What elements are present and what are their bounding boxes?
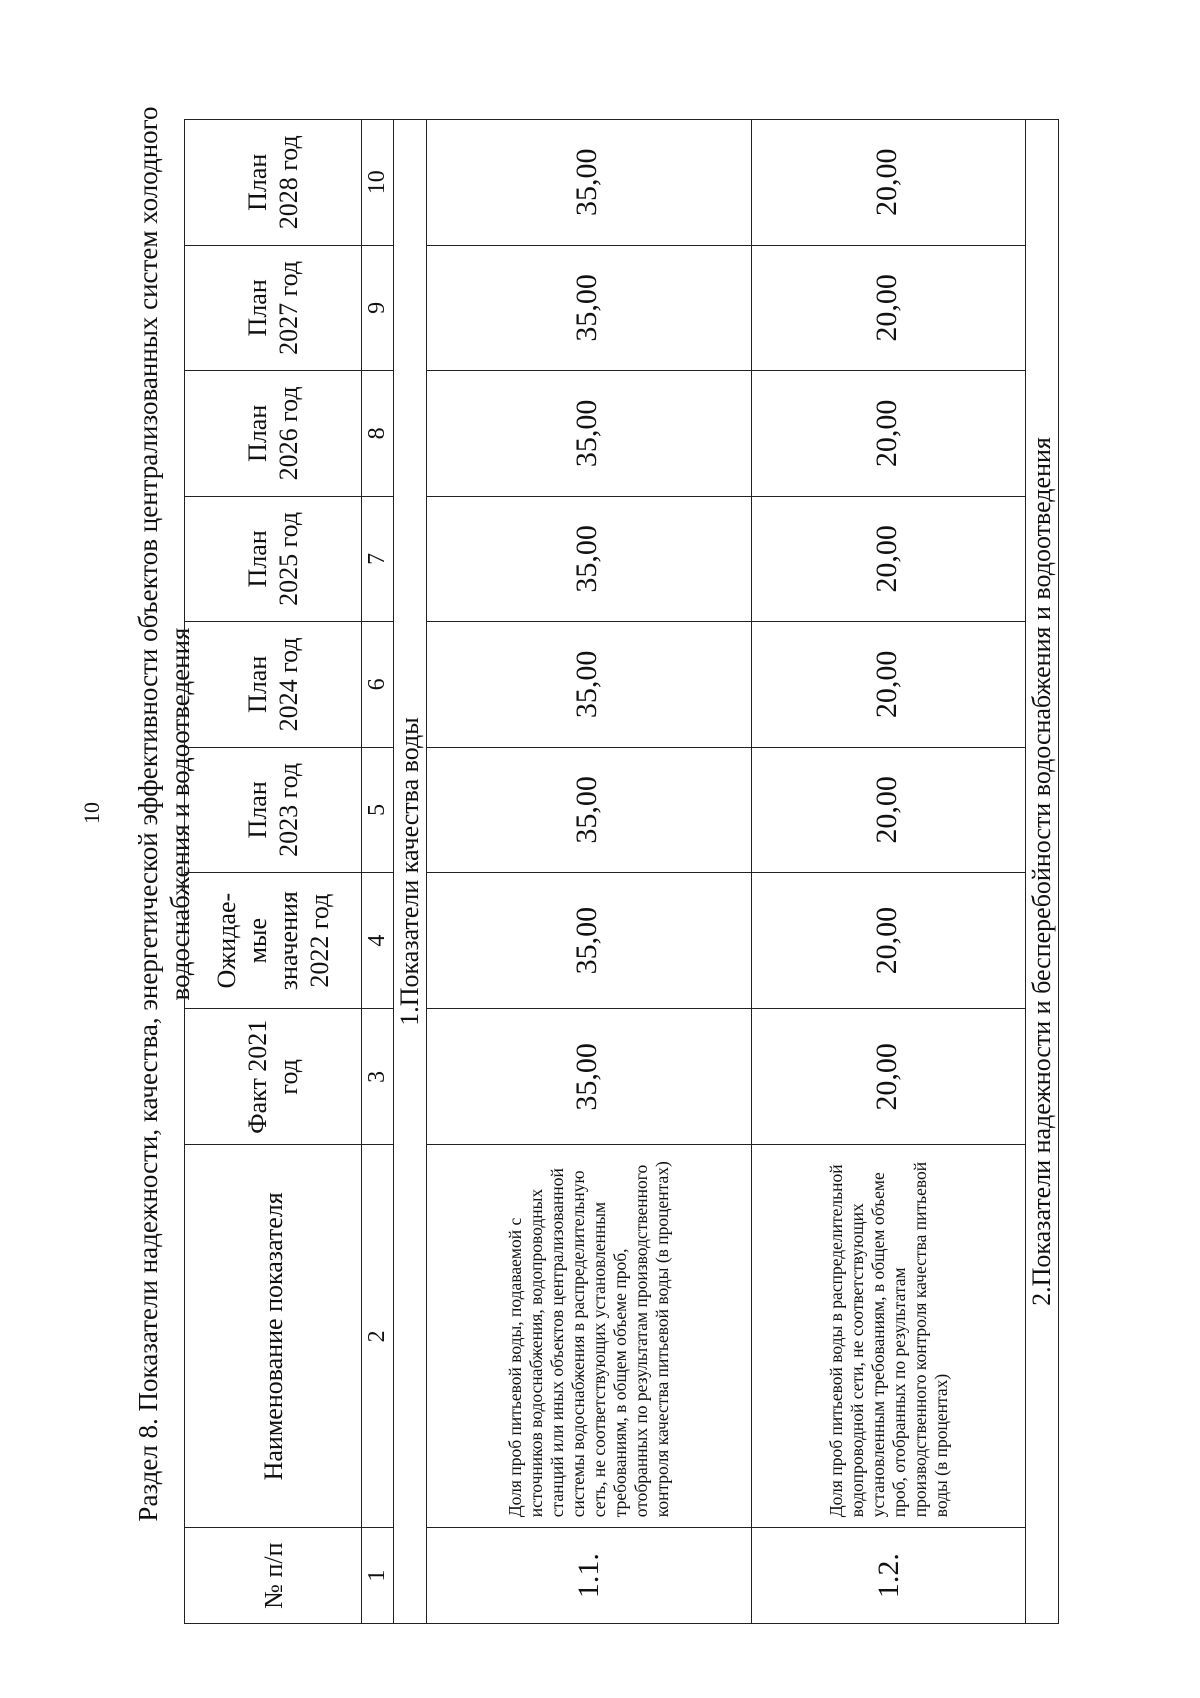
section-row-2: [1026, 120, 1059, 1624]
header-cell: План 2023 год: [185, 747, 362, 873]
column-number: 6: [362, 622, 394, 748]
value-cell: 35,00: [427, 496, 752, 622]
value-cell: 20,00: [752, 120, 1026, 246]
page-number: 10: [79, 802, 104, 824]
value-cell: 35,00: [427, 120, 752, 246]
column-number: 2: [362, 1145, 394, 1528]
header-cell: План 2027 год: [185, 245, 362, 371]
value-cell: 35,00: [427, 1009, 752, 1145]
column-number: 9: [362, 245, 394, 371]
value-cell: 20,00: [752, 747, 1026, 873]
header-cell: Ожидае-мые значения 2022 год: [185, 873, 362, 1009]
header-cell: № п/п: [185, 1528, 362, 1624]
column-number: 3: [362, 1009, 394, 1145]
column-number: 4: [362, 873, 394, 1009]
value-cell: 35,00: [427, 747, 752, 873]
value-cell: 20,00: [752, 1009, 1026, 1145]
value-cell: 35,00: [427, 371, 752, 497]
column-number: 1: [362, 1528, 394, 1624]
rotated-page-content: [132, 44, 1102, 1624]
column-number: 10: [362, 120, 394, 246]
value-cell: 35,00: [427, 245, 752, 371]
section-row-1: [394, 120, 427, 1624]
table-row: [752, 120, 1026, 1624]
header-cell: План 2024 год: [185, 622, 362, 748]
value-cell: 20,00: [752, 496, 1026, 622]
column-number: 8: [362, 371, 394, 497]
section-title: 1.Показатели качества воды: [394, 120, 427, 1624]
value-cell: 20,00: [752, 873, 1026, 1009]
indicator-name: Доля проб питьевой воды в распределительной водопроводной сети, не соответствующих установленным требованиям, в общем объеме проб, отобранных по результатам производственного контроля качества питьевой воды (в процентах): [752, 1145, 1026, 1528]
header-cell: План 2025 год: [185, 496, 362, 622]
header-cell: Факт 2021 год: [185, 1009, 362, 1145]
section-heading: Раздел 8. Показатели надежности, качества, энергетической эффективности объектов централизованных систем холодного водоснабжения и водоотведения: [133, 106, 195, 1522]
value-cell: 20,00: [752, 622, 1026, 748]
column-number-row: [362, 120, 394, 1624]
value-cell: 35,00: [427, 873, 752, 1009]
value-cell: 20,00: [752, 245, 1026, 371]
row-number: 1.1.: [427, 1528, 752, 1624]
column-number: 7: [362, 496, 394, 622]
value-cell: 35,00: [427, 622, 752, 748]
header-cell: Наименование показателя: [185, 1145, 362, 1528]
indicator-name: Доля проб питьевой воды, подаваемой с источников водоснабжения, водопроводных станций или иных объектов централизованной системы водоснабжения в распределительную сеть, не соответствующих установленным требованиям, в общем объеме проб, отобранных по результатам производственного контроля качества питьевой воды (в процентах): [427, 1145, 752, 1528]
header-row: [185, 120, 362, 1624]
section-title: 2.Показатели надежности и бесперебойности водоснабжения и водоотведения: [1026, 120, 1059, 1624]
table-row: [427, 120, 752, 1624]
header-cell: План 2026 год: [185, 371, 362, 497]
value-cell: 20,00: [752, 371, 1026, 497]
column-number: 5: [362, 747, 394, 873]
header-cell: План 2028 год: [185, 120, 362, 246]
row-number: 1.2.: [752, 1528, 1026, 1624]
indicators-table: [184, 119, 1059, 1624]
